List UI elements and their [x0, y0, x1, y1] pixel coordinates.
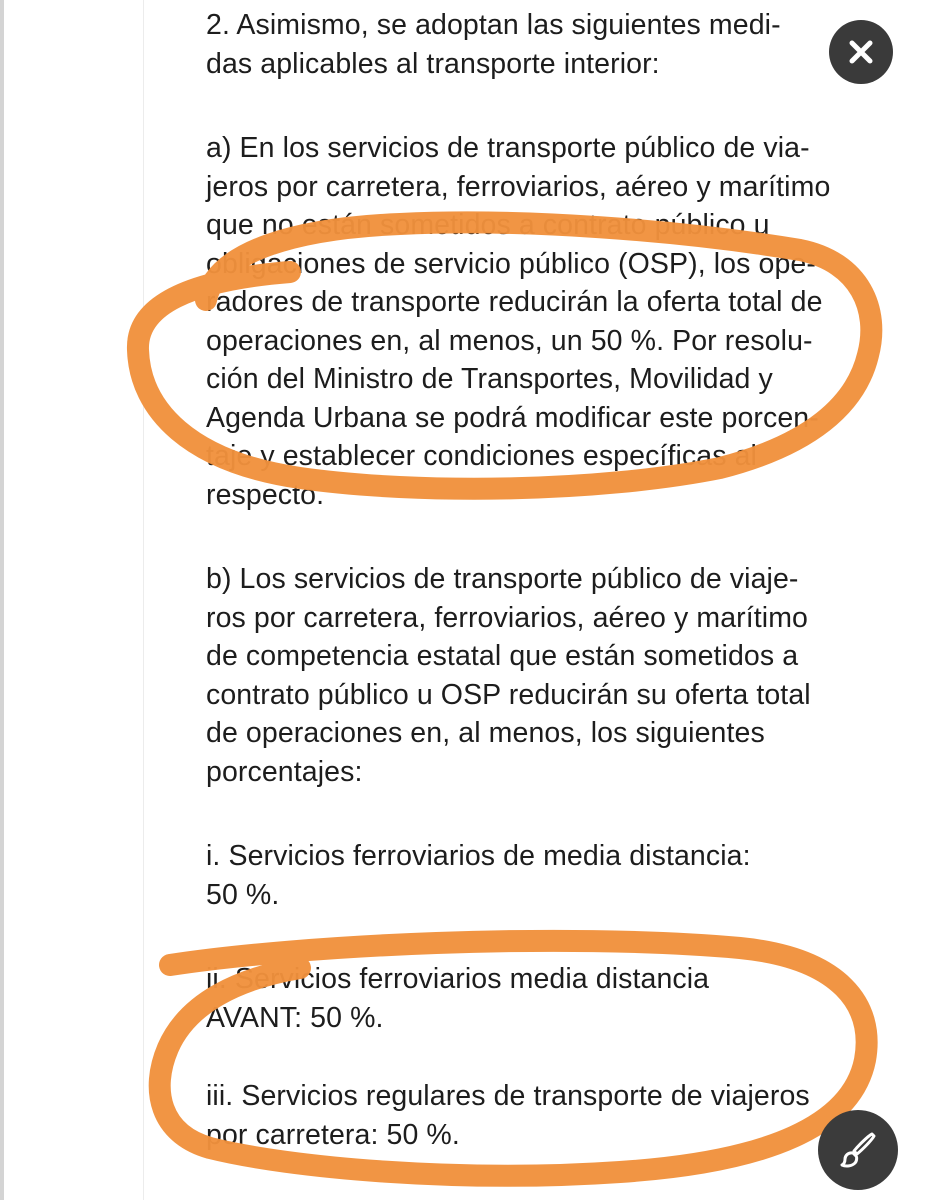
text-line: a) En los servicios de transporte público de via-: [206, 132, 810, 164]
text-line: operaciones en, al menos, un 50 %. Por resolu-: [206, 324, 813, 357]
paragraph-2: [206, 6, 906, 83]
text-line: respecto.: [206, 478, 325, 511]
close-button[interactable]: [829, 20, 893, 84]
page-left-border: [0, 0, 4, 1200]
text-line: radores de transporte reducirán la oferta total de: [206, 286, 823, 318]
text-line: b) Los servicios de transporte público de viaje-: [206, 563, 799, 595]
text-line: obligaciones de servicio público (OSP), los ope-: [206, 247, 816, 280]
edit-button[interactable]: [818, 1110, 898, 1190]
close-icon: [846, 37, 876, 67]
text-line: jeros por carretera, ferroviarios, aéreo y marítimo: [206, 170, 831, 203]
text-line: ii. Servicios ferroviarios media distancia: [206, 963, 710, 995]
text-line: que no están sometidos a contrato público u: [206, 209, 770, 241]
text-line: iii. Servicios regulares de transporte de viajeros: [206, 1080, 810, 1112]
page-edge: [143, 0, 144, 1200]
text-line: das aplicables al transporte interior:: [206, 47, 660, 80]
list-item-iii: [206, 1077, 906, 1154]
document-body: [206, 6, 906, 1154]
text-line: AVANT: 50 %.: [206, 1001, 384, 1034]
paragraph-a: [206, 129, 906, 514]
text-line: taje y establecer condiciones específicas al: [206, 440, 757, 472]
text-line: por carretera: 50 %.: [206, 1118, 460, 1151]
text-line: Agenda Urbana se podrá modificar este porcen-: [206, 401, 819, 434]
text-line: de competencia estatal que están sometidos a: [206, 640, 799, 672]
text-line: ción del Ministro de Transportes, Movilidad y: [206, 363, 773, 395]
text-line: contrato público u OSP reducirán su oferta total: [206, 678, 811, 711]
text-line: i. Servicios ferroviarios de media distancia:: [206, 840, 751, 872]
text-line: 2. Asimismo, se adoptan las siguientes medi-: [206, 9, 781, 41]
list-item-i: [206, 837, 906, 914]
text-line: porcentajes:: [206, 755, 363, 788]
text-line: de operaciones en, al menos, los siguientes: [206, 717, 765, 749]
text-line: 50 %.: [206, 878, 280, 911]
list-item-ii: [206, 960, 906, 1037]
brush-icon: [836, 1128, 880, 1172]
paragraph-b: [206, 560, 906, 791]
text-line: ros por carretera, ferroviarios, aéreo y marítimo: [206, 601, 809, 634]
